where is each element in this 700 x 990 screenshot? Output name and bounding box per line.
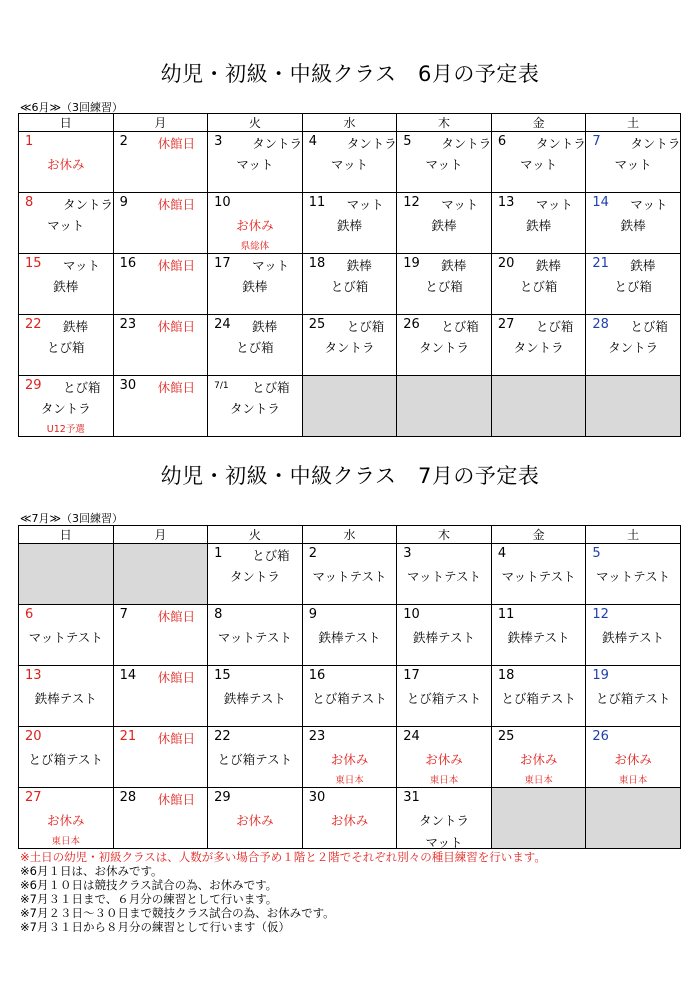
event-note: 東日本 xyxy=(335,775,364,786)
weekday-header: 水 xyxy=(302,526,397,544)
day-cell xyxy=(397,193,492,254)
day-number: 24 xyxy=(214,317,231,332)
activity-label: とび箱 xyxy=(252,380,290,395)
day-number: 25 xyxy=(497,729,515,744)
notes xyxy=(20,850,546,934)
june-calendar xyxy=(18,113,681,437)
activity-label: マット xyxy=(346,197,384,212)
empty-day-cell xyxy=(586,788,681,849)
day-number: 18 xyxy=(497,668,515,683)
activity-label: 鉄棒 xyxy=(431,218,457,233)
day-cell xyxy=(586,315,681,376)
day-cell xyxy=(113,788,208,849)
day-cell xyxy=(208,727,303,788)
weekday-header: 土 xyxy=(586,114,681,132)
activity-label: タントラ xyxy=(40,401,91,416)
activity-label: とび箱テスト xyxy=(217,752,293,767)
day-cell xyxy=(208,788,303,849)
activity-label: 鉄棒テスト xyxy=(223,691,286,706)
activity-label: 鉄棒 xyxy=(63,319,89,334)
day-number: 9 xyxy=(308,607,317,622)
activity-label: タントラ xyxy=(229,401,280,416)
day-number: 17 xyxy=(403,668,420,683)
day-number: 26 xyxy=(403,317,420,332)
activity-label: お休み xyxy=(236,218,274,233)
activity-label: とび箱テスト xyxy=(406,691,482,706)
day-number: 23 xyxy=(119,317,137,332)
activity-label: 鉄棒 xyxy=(630,258,656,273)
day-cell xyxy=(491,132,586,193)
day-number: 22 xyxy=(214,729,231,744)
activity-label: お休み xyxy=(614,752,652,767)
activity-label: お休み xyxy=(47,157,85,172)
day-number: 5 xyxy=(592,546,601,561)
day-number: 7/1 xyxy=(214,381,229,391)
activity-label: タントラ xyxy=(535,136,586,151)
activity-label: とび箱 xyxy=(63,380,101,395)
day-cell xyxy=(302,544,397,605)
activity-label: 鉄棒テスト xyxy=(507,630,570,645)
day-number: 12 xyxy=(403,195,420,210)
note-line: ※7月２３日～３０日まで競技クラス試合の為、お休みです。 xyxy=(20,906,335,920)
week-row xyxy=(19,544,681,605)
empty-day-cell xyxy=(586,376,681,437)
activity-label: 鉄棒 xyxy=(346,258,372,273)
activity-label: お休み xyxy=(47,813,85,828)
day-number: 25 xyxy=(308,317,326,332)
activity-label: とび箱 xyxy=(519,279,558,294)
weekday-header: 金 xyxy=(491,526,586,544)
day-number: 5 xyxy=(403,134,412,149)
day-number: 19 xyxy=(403,256,420,271)
day-cell xyxy=(113,315,208,376)
event-note: U12予選 xyxy=(46,424,85,435)
activity-label: とび箱テスト xyxy=(312,691,387,706)
activity-label: マット xyxy=(614,157,652,172)
day-number: 4 xyxy=(497,546,507,561)
activity-label: マット xyxy=(441,197,479,212)
week-row xyxy=(19,193,681,254)
empty-day-cell xyxy=(19,544,114,605)
activity-label: タントラ xyxy=(441,136,492,151)
week-row xyxy=(19,666,681,727)
day-number: 1 xyxy=(214,546,223,561)
day-cell xyxy=(302,193,397,254)
day-cell xyxy=(586,605,681,666)
weekday-header: 日 xyxy=(19,526,114,544)
weekday-header: 水 xyxy=(302,114,397,132)
day-number: 16 xyxy=(308,668,326,683)
day-cell xyxy=(113,193,208,254)
day-cell xyxy=(19,315,114,376)
activity-label: タントラ xyxy=(63,197,114,212)
day-number: 3 xyxy=(214,134,223,149)
activity-label: とび箱 xyxy=(330,279,369,294)
day-number: 11 xyxy=(497,607,515,622)
activity-label: タントラ xyxy=(229,569,280,584)
day-number: 29 xyxy=(214,790,231,805)
week-row xyxy=(19,132,681,193)
day-number: 27 xyxy=(497,317,515,332)
weekday-header: 金 xyxy=(491,114,586,132)
activity-label: マットテスト xyxy=(312,569,387,584)
activity-label: 鉄棒 xyxy=(441,258,467,273)
activity-label: 休館日 xyxy=(157,136,196,151)
day-cell xyxy=(491,727,586,788)
activity-label: タントラ xyxy=(630,136,681,151)
weekday-header: 木 xyxy=(397,526,492,544)
activity-label: マット xyxy=(330,157,368,172)
day-number: 26 xyxy=(592,729,609,744)
activity-label: 鉄棒 xyxy=(53,279,79,294)
empty-day-cell xyxy=(491,376,586,437)
day-number: 10 xyxy=(403,607,420,622)
week-row xyxy=(19,788,681,849)
day-cell xyxy=(19,605,114,666)
event-note: 東日本 xyxy=(429,775,459,786)
day-cell xyxy=(113,376,208,437)
empty-day-cell xyxy=(397,376,492,437)
weekday-header: 月 xyxy=(113,526,208,544)
weekday-header: 木 xyxy=(397,114,492,132)
activity-label: とび箱テスト xyxy=(501,691,576,706)
day-number: 11 xyxy=(308,195,326,210)
day-cell xyxy=(397,544,492,605)
activity-label: マット xyxy=(425,157,463,172)
day-number: 16 xyxy=(119,256,137,271)
activity-label: とび箱テスト xyxy=(595,691,671,706)
day-number: 30 xyxy=(308,790,326,805)
activity-label: マット xyxy=(63,258,101,273)
day-number: 7 xyxy=(592,134,601,149)
activity-label: マット xyxy=(630,197,668,212)
day-cell xyxy=(302,132,397,193)
day-cell xyxy=(208,605,303,666)
day-number: 6 xyxy=(25,607,34,622)
week-row xyxy=(19,254,681,315)
activity-label: とび箱 xyxy=(614,279,652,294)
day-cell xyxy=(302,666,397,727)
empty-day-cell xyxy=(491,788,586,849)
weekday-header: 月 xyxy=(113,114,208,132)
day-cell xyxy=(113,605,208,666)
weekday-header: 火 xyxy=(208,526,303,544)
day-cell xyxy=(19,727,114,788)
july-calendar xyxy=(18,525,681,849)
note-line: ※6月１０日は競技クラス試合の為、お休みです。 xyxy=(20,878,278,892)
day-cell xyxy=(397,666,492,727)
day-number: 17 xyxy=(214,256,231,271)
activity-label: タントラ xyxy=(419,813,470,828)
july-title: 幼児・初級・中級クラス 7月の予定表 xyxy=(160,464,540,488)
week-row xyxy=(19,605,681,666)
activity-label: 休館日 xyxy=(157,731,196,746)
activity-label: マットテスト xyxy=(217,630,292,645)
day-number: 1 xyxy=(25,134,34,149)
activity-label: マット xyxy=(520,157,558,172)
day-number: 20 xyxy=(25,729,42,744)
day-cell xyxy=(397,132,492,193)
activity-label: 休館日 xyxy=(157,670,196,685)
day-cell xyxy=(208,544,303,605)
activity-label: お休み xyxy=(519,752,558,767)
day-cell xyxy=(586,132,681,193)
day-number: 14 xyxy=(592,195,609,210)
day-cell xyxy=(302,254,397,315)
activity-label: とび箱 xyxy=(630,319,668,334)
weekday-header: 日 xyxy=(19,114,114,132)
day-cell xyxy=(302,788,397,849)
note-line: ※6月１日は、お休みです。 xyxy=(20,864,163,878)
activity-label: マット xyxy=(425,835,463,850)
day-cell xyxy=(113,132,208,193)
day-number: 18 xyxy=(308,256,326,271)
activity-label: マットテスト xyxy=(407,569,482,584)
activity-label: 休館日 xyxy=(157,258,196,273)
day-number: 15 xyxy=(25,256,42,271)
day-cell xyxy=(491,666,586,727)
activity-label: 鉄棒 xyxy=(252,319,278,334)
day-number: 13 xyxy=(25,668,42,683)
day-number: 21 xyxy=(119,729,137,744)
day-cell xyxy=(19,788,114,849)
day-number: 24 xyxy=(403,729,420,744)
day-number: 14 xyxy=(119,668,137,683)
june-subtitle: ≪6月≫（3回練習） xyxy=(20,101,124,114)
activity-label: タントラ xyxy=(608,340,659,355)
day-number: 21 xyxy=(592,256,609,271)
day-cell xyxy=(491,254,586,315)
activity-label: 鉄棒 xyxy=(526,218,552,233)
day-cell xyxy=(208,132,303,193)
activity-label: お休み xyxy=(330,813,369,828)
activity-label: とび箱テスト xyxy=(28,752,104,767)
activity-label: とび箱 xyxy=(236,340,274,355)
day-number: 28 xyxy=(592,317,609,332)
activity-label: 鉄棒テスト xyxy=(34,691,97,706)
activity-label: とび箱 xyxy=(441,319,479,334)
activity-label: とび箱 xyxy=(425,279,463,294)
july-subtitle: ≪7月≫（3回練習） xyxy=(20,512,124,525)
day-number: 31 xyxy=(403,790,420,805)
event-note: 東日本 xyxy=(618,775,648,786)
note-line: ※土日の幼児・初級クラスは、人数が多い場合予め１階と２階でそれぞれ別々の種目練習を行います。 xyxy=(20,850,546,864)
day-cell xyxy=(19,193,114,254)
day-cell xyxy=(586,666,681,727)
activity-label: お休み xyxy=(236,813,274,828)
week-row xyxy=(19,315,681,376)
day-number: 22 xyxy=(25,317,42,332)
day-cell xyxy=(208,254,303,315)
june-title: 幼児・初級・中級クラス 6月の予定表 xyxy=(160,62,540,86)
day-number: 2 xyxy=(119,134,128,149)
event-note: 県総体 xyxy=(240,241,270,252)
activity-label: 休館日 xyxy=(157,197,196,212)
day-cell xyxy=(397,788,492,849)
day-cell xyxy=(397,254,492,315)
day-number: 13 xyxy=(497,195,515,210)
event-note: 東日本 xyxy=(51,836,81,847)
day-cell xyxy=(491,605,586,666)
activity-label: とび箱 xyxy=(252,548,290,563)
day-number: 2 xyxy=(308,546,317,561)
day-number: 4 xyxy=(308,134,317,149)
day-cell xyxy=(491,315,586,376)
event-note: 東日本 xyxy=(524,775,553,786)
activity-label: 鉄棒テスト xyxy=(318,630,381,645)
day-number: 30 xyxy=(119,378,137,393)
weekday-header: 火 xyxy=(208,114,303,132)
day-cell xyxy=(586,193,681,254)
activity-label: マット xyxy=(535,197,573,212)
day-number: 28 xyxy=(119,790,137,805)
activity-label: 鉄棒 xyxy=(535,258,561,273)
activity-label: 鉄棒テスト xyxy=(602,630,665,645)
day-number: 20 xyxy=(497,256,515,271)
activity-label: 休館日 xyxy=(157,609,196,624)
activity-label: マット xyxy=(236,157,274,172)
activity-label: お休み xyxy=(425,752,463,767)
day-number: 8 xyxy=(25,195,34,210)
weekday-header: 土 xyxy=(586,526,681,544)
activity-label: マット xyxy=(47,218,85,233)
day-cell xyxy=(302,605,397,666)
day-number: 8 xyxy=(214,607,223,622)
week-row xyxy=(19,376,681,437)
activity-label: とび箱 xyxy=(346,319,385,334)
empty-day-cell xyxy=(302,376,397,437)
day-cell xyxy=(491,544,586,605)
day-number: 7 xyxy=(119,607,128,622)
activity-label: とび箱 xyxy=(535,319,574,334)
day-cell xyxy=(208,666,303,727)
activity-label: 鉄棒 xyxy=(242,279,268,294)
day-cell xyxy=(19,376,114,437)
day-cell xyxy=(586,254,681,315)
day-number: 27 xyxy=(25,790,42,805)
activity-label: タントラ xyxy=(346,136,397,151)
day-cell xyxy=(397,727,492,788)
day-cell xyxy=(208,193,303,254)
activity-label: とび箱 xyxy=(47,340,85,355)
activity-label: 休館日 xyxy=(157,380,196,395)
activity-label: マットテスト xyxy=(501,569,576,584)
activity-label: タントラ xyxy=(324,340,375,355)
activity-label: 鉄棒 xyxy=(620,218,646,233)
day-cell xyxy=(586,727,681,788)
day-cell xyxy=(208,376,303,437)
day-cell xyxy=(113,666,208,727)
day-number: 12 xyxy=(592,607,609,622)
day-number: 19 xyxy=(592,668,609,683)
activity-label: 鉄棒 xyxy=(336,218,362,233)
day-cell xyxy=(19,254,114,315)
day-number: 23 xyxy=(308,729,326,744)
day-cell xyxy=(491,193,586,254)
activity-label: マット xyxy=(252,258,290,273)
day-cell xyxy=(302,315,397,376)
activity-label: お休み xyxy=(330,752,369,767)
day-cell xyxy=(208,315,303,376)
day-cell xyxy=(397,605,492,666)
week-row xyxy=(19,727,681,788)
activity-label: マットテスト xyxy=(596,569,671,584)
activity-label: 休館日 xyxy=(157,319,196,334)
day-number: 10 xyxy=(214,195,231,210)
day-cell xyxy=(113,727,208,788)
day-number: 6 xyxy=(497,134,507,149)
day-cell xyxy=(19,132,114,193)
activity-label: タントラ xyxy=(419,340,470,355)
activity-label: 休館日 xyxy=(157,792,196,807)
day-cell xyxy=(397,315,492,376)
day-cell xyxy=(302,727,397,788)
day-number: 15 xyxy=(214,668,231,683)
day-cell xyxy=(113,254,208,315)
note-line: ※7月３１日まで、６月分の練習として行います。 xyxy=(20,892,278,906)
day-number: 9 xyxy=(119,195,128,210)
activity-label: タントラ xyxy=(252,136,303,151)
day-cell xyxy=(586,544,681,605)
activity-label: タントラ xyxy=(513,340,564,355)
day-number: 3 xyxy=(403,546,412,561)
activity-label: マットテスト xyxy=(28,630,103,645)
activity-label: 鉄棒テスト xyxy=(413,630,476,645)
day-cell xyxy=(19,666,114,727)
empty-day-cell xyxy=(113,544,208,605)
day-number: 29 xyxy=(25,378,42,393)
note-line: ※7月３１日から８月分の練習として行います（仮） xyxy=(20,920,290,934)
